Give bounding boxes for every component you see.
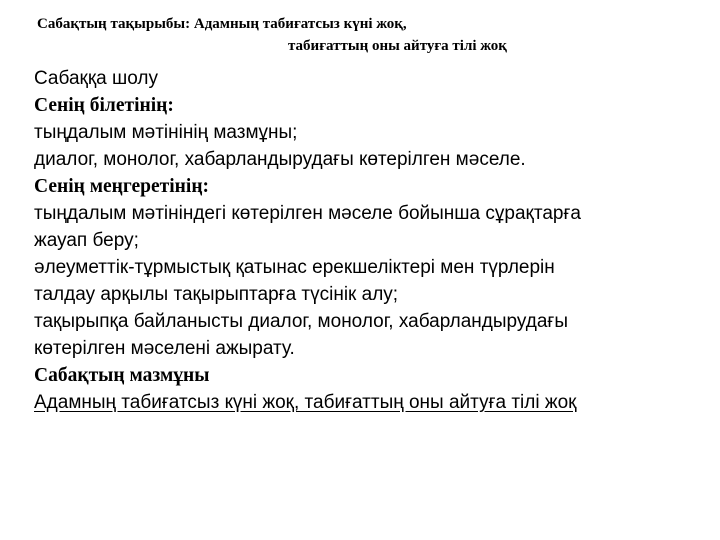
skills-line: жауап беру; xyxy=(34,230,139,251)
lesson-title-line-2: табиғаттың оны айтуға тілі жоқ xyxy=(288,38,507,54)
skills-line: әлеуметтік-тұрмыстық қатынас ерекшеліктері мен түрлерін xyxy=(34,257,555,278)
skills-line: тақырыпқа байланысты диалог, монолог, хабарландырудағы xyxy=(34,311,569,332)
knowledge-heading: Сенің білетінің: xyxy=(34,95,174,116)
skills-heading: Сенің меңгеретінің: xyxy=(34,176,210,197)
lesson-content xyxy=(34,65,704,416)
overview-heading: Сабаққа шолу xyxy=(34,68,158,89)
content-heading: Сабақтың мазмұны xyxy=(34,365,210,386)
knowledge-item: тыңдалым мәтінінің мазмұны; xyxy=(34,122,298,143)
lesson-title-line-1: Сабақтың тақырыбы: Адамның табиғатсыз күні жоқ, xyxy=(37,16,407,32)
skills-line: көтерілген мәселені ажырату. xyxy=(34,338,295,359)
content-topic: Адамның табиғатсыз күні жоқ, табиғаттың оны айтуға тілі жоқ xyxy=(34,392,577,413)
skills-line: талдау арқылы тақырыптарға түсінік алу; xyxy=(34,284,399,305)
knowledge-item: диалог, монолог, хабарландырудағы көтерілген мәселе. xyxy=(34,149,526,170)
skills-line: тыңдалым мәтініндегі көтерілген мәселе бойынша сұрақтарға xyxy=(34,203,581,224)
